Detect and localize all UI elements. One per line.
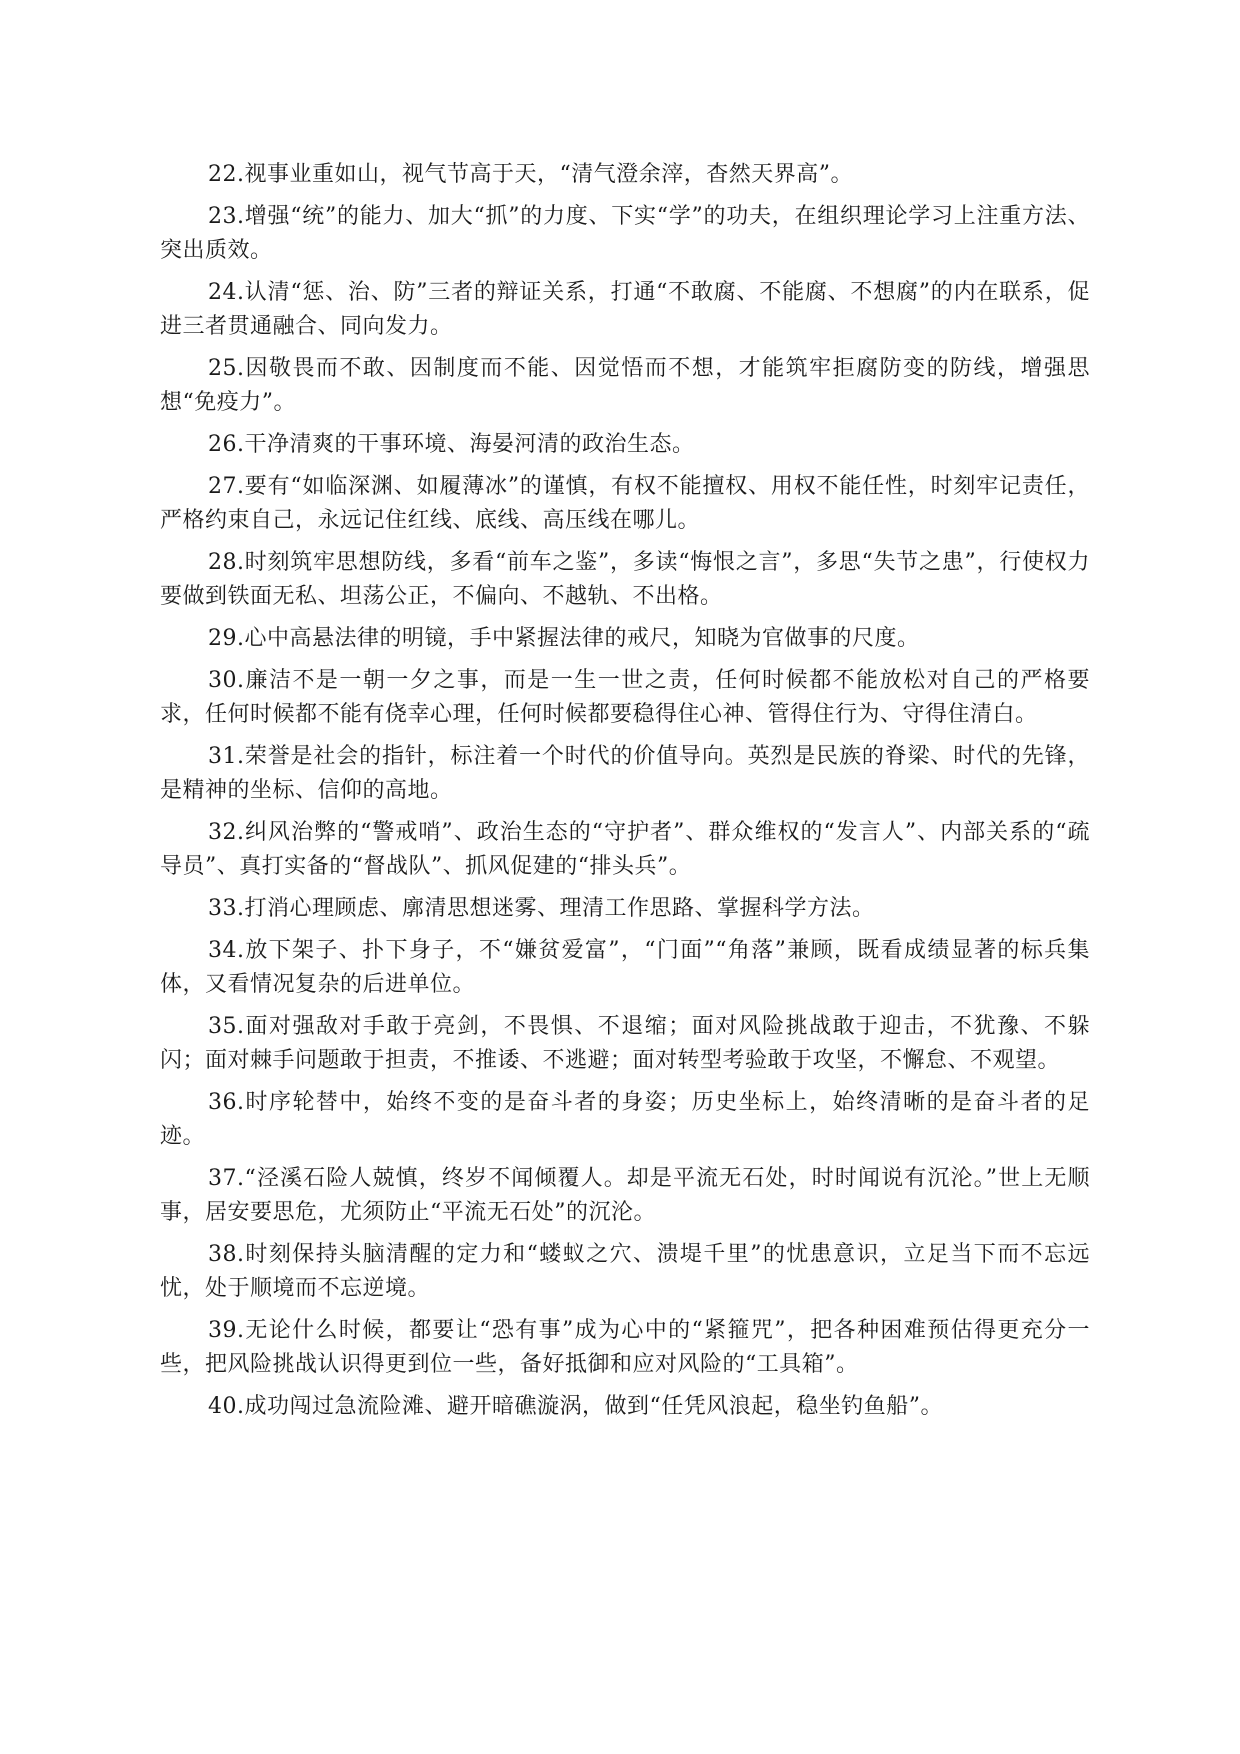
paragraph-34: 34.放下架子、扑下身子，不“嫌贫爱富”，“门面”“角落”兼顾，既看成绩显著的标兵集体，又看情况复杂的后进单位。 [160,938,1090,997]
paragraph-29: 29.心中高悬法律的明镜，手中紧握法律的戒尺，知晓为官做事的尺度。 [208,626,920,651]
paragraph-37: 37.“泾溪石险人兢慎，终岁不闻倾覆人。却是平流无石处，时时闻说有沉沦。”世上无顺事，居安要思危，尤须防止“平流无石处”的沉沦。 [160,1166,1090,1225]
paragraph-23: 23.增强“统”的能力、加大“抓”的力度、下实“学”的功夫，在组织理论学习上注重方法、突出质效。 [160,204,1090,263]
paragraph-22: 22.视事业重如山，视气节高于天，“清气澄余滓，杳然天界高”。 [208,162,853,187]
paragraph-24: 24.认清“惩、治、防”三者的辩证关系，打通“不敢腐、不能腐、不想腐”的内在联系，促进三者贯通融合、同向发力。 [160,280,1090,339]
document-body [160,158,1090,1432]
paragraph-26: 26.干净清爽的干事环境、海晏河清的政治生态。 [208,432,695,457]
paragraph-25: 25.因敬畏而不敢、因制度而不能、因觉悟而不想，才能筑牢拒腐防变的防线，增强思想“免疫力”。 [160,356,1090,415]
paragraph-31: 31.荣誉是社会的指针，标注着一个时代的价值导向。英烈是民族的脊梁、时代的先锋，是精神的坐标、信仰的高地。 [160,744,1090,803]
paragraph-27: 27.要有“如临深渊、如履薄冰”的谨慎，有权不能擅权、用权不能任性，时刻牢记责任，严格约束自己，永远记住红线、底线、高压线在哪儿。 [160,474,1090,533]
paragraph-35: 35.面对强敌对手敢于亮剑，不畏惧、不退缩；面对风险挑战敢于迎击，不犹豫、不躲闪；面对棘手问题敢于担责，不推诿、不逃避；面对转型考验敢于攻坚，不懈怠、不观望。 [160,1014,1090,1073]
paragraph-40: 40.成功闯过急流险滩、避开暗礁漩涡，做到“任凭风浪起，稳坐钓鱼船”。 [208,1394,943,1419]
paragraph-36: 36.时序轮替中，始终不变的是奋斗者的身姿；历史坐标上，始终清晰的是奋斗者的足迹。 [160,1090,1090,1149]
paragraph-30: 30.廉洁不是一朝一夕之事，而是一生一世之责，任何时候都不能放松对自己的严格要求，任何时候都不能有侥幸心理，任何时候都要稳得住心神、管得住行为、守得住清白。 [160,668,1090,727]
paragraph-33: 33.打消心理顾虑、廓清思想迷雾、理清工作思路、掌握科学方法。 [208,896,875,921]
paragraph-38: 38.时刻保持头脑清醒的定力和“蝼蚁之穴、溃堤千里”的忧患意识，立足当下而不忘远忧，处于顺境而不忘逆境。 [160,1242,1090,1301]
paragraph-39: 39.无论什么时候，都要让“恐有事”成为心中的“紧箍咒”，把各种困难预估得更充分一些，把风险挑战认识得更到位一些，备好抵御和应对风险的“工具箱”。 [160,1318,1090,1377]
paragraph-32: 32.纠风治弊的“警戒哨”、政治生态的“守护者”、群众维权的“发言人”、内部关系的“疏导员”、真打实备的“督战队”、抓风促建的“排头兵”。 [160,820,1090,879]
paragraph-28: 28.时刻筑牢思想防线，多看“前车之鉴”，多读“悔恨之言”，多思“失节之患”，行使权力要做到铁面无私、坦荡公正，不偏向、不越轨、不出格。 [160,550,1090,609]
